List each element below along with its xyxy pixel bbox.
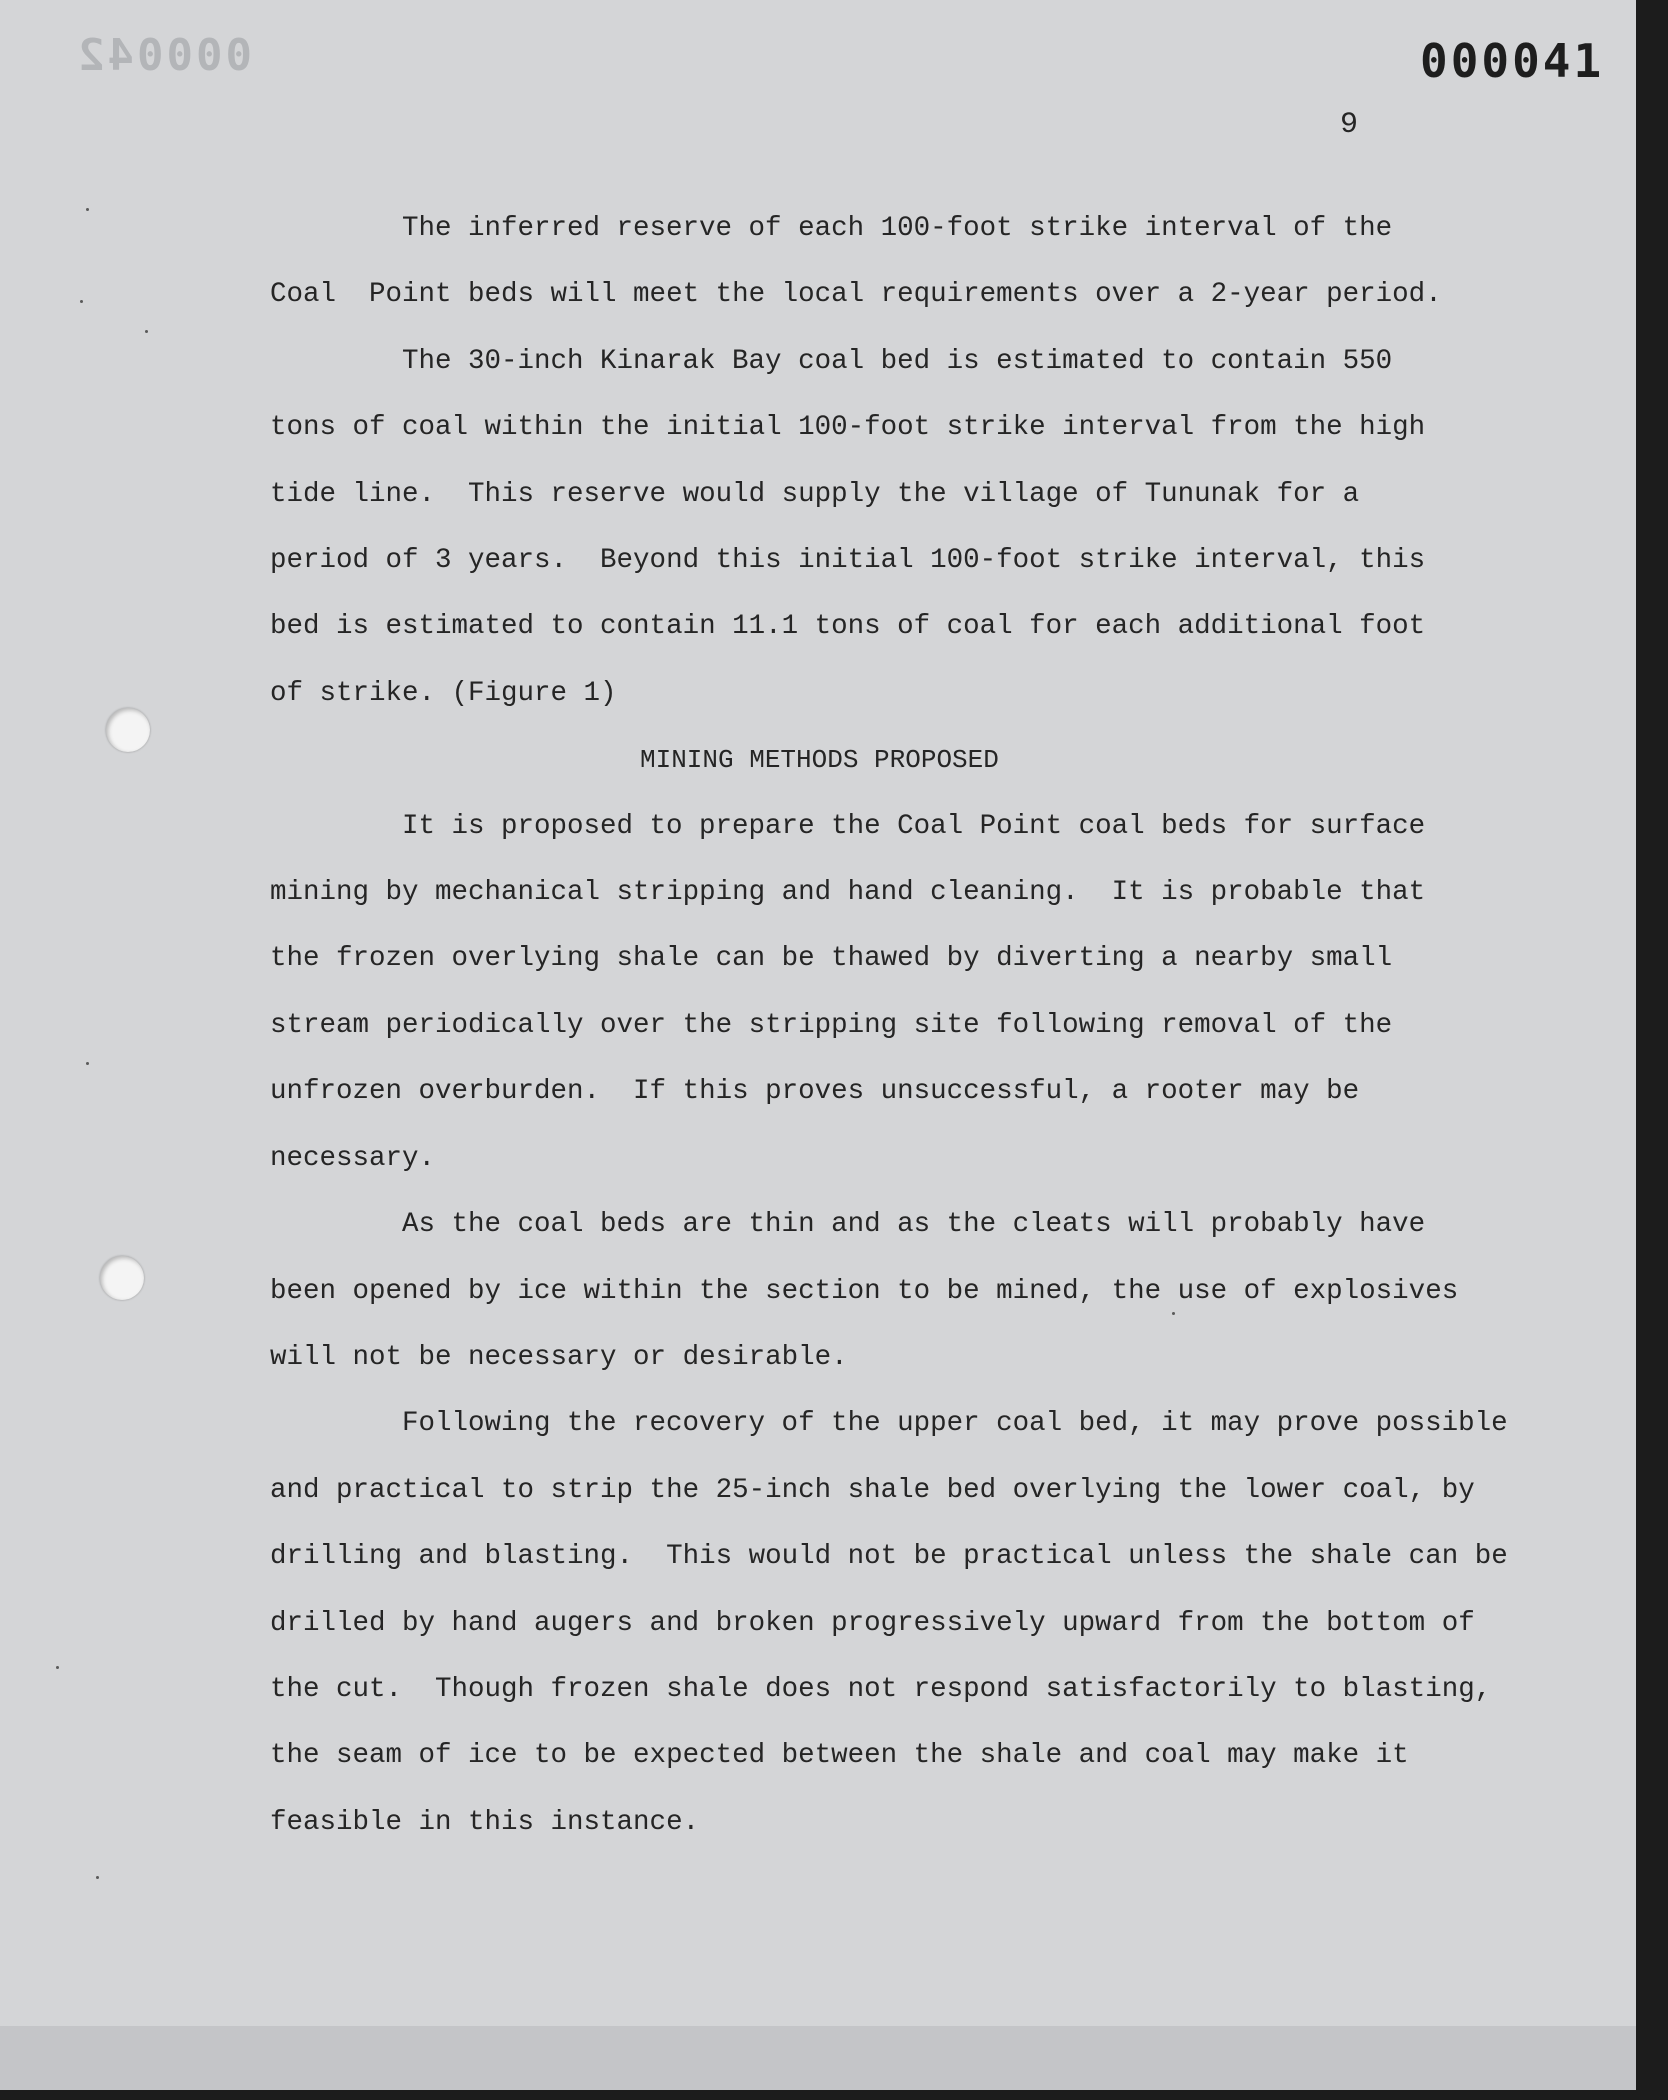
text-line: and practical to strip the 25-inch shale bed overlying the lower coal, by xyxy=(270,1474,1475,1506)
text-line: the cut. Though frozen shale does not respond satisfactorily to blasting, xyxy=(270,1673,1492,1705)
text-line: stream periodically over the stripping site following removal of the xyxy=(270,1009,1393,1041)
paper-speck xyxy=(145,330,148,333)
section-heading: MINING METHODS PROPOSED xyxy=(640,745,999,776)
text-line: Coal Point beds will meet the local requirements over a 2-year period. xyxy=(270,279,1442,311)
text-line: of strike. (Figure 1) xyxy=(270,677,617,709)
paper-speck xyxy=(56,1666,59,1669)
text-line: It is proposed to prepare the Coal Point coal beds for surface xyxy=(402,810,1426,842)
paper-speck xyxy=(86,208,89,211)
text-line: unfrozen overburden. If this proves unsuccessful, a rooter may be xyxy=(270,1076,1360,1108)
text-line: tide line. This reserve would supply the village of Tununak for a xyxy=(270,478,1360,510)
text-line: period of 3 years. Beyond this initial 100-foot strike interval, this xyxy=(270,545,1426,577)
text-line: drilled by hand augers and broken progressively upward from the bottom of xyxy=(270,1607,1475,1639)
page-number: 9 xyxy=(1340,108,1359,142)
text-line: The 30-inch Kinarak Bay coal bed is estimated to contain 550 xyxy=(402,345,1393,377)
text-line: drilling and blasting. This would not be practical unless the shale can be xyxy=(270,1541,1508,1573)
text-line: necessary. xyxy=(270,1142,436,1174)
document-body xyxy=(270,196,1530,1856)
punch-hole-top xyxy=(106,708,150,752)
text-line: Following the recovery of the upper coal bed, it may prove possible xyxy=(402,1408,1508,1440)
text-line: the frozen overlying shale can be thawed by diverting a nearby small xyxy=(270,943,1393,975)
text-line: been opened by ice within the section to be mined, the use of explosives xyxy=(270,1275,1459,1307)
paper-speck xyxy=(86,1062,89,1065)
paper-speck xyxy=(80,300,83,303)
paper-speck xyxy=(96,1876,99,1879)
text-line: will not be necessary or desirable. xyxy=(270,1341,848,1373)
text-line: tons of coal within the initial 100-foot strike interval from the high xyxy=(270,412,1426,444)
text-line: bed is estimated to contain 11.1 tons of coal for each additional foot xyxy=(270,611,1426,643)
page-bottom-edge xyxy=(0,2026,1636,2090)
bleed-through-stamp: 000042 xyxy=(75,30,252,81)
text-line: mining by mechanical stripping and hand cleaning. It is probable that xyxy=(270,877,1426,909)
text-line: As the coal beds are thin and as the cleats will probably have xyxy=(402,1209,1426,1241)
punch-hole-bottom xyxy=(100,1256,144,1300)
text-line: feasible in this instance. xyxy=(270,1806,700,1838)
text-line: the seam of ice to be expected between the shale and coal may make it xyxy=(270,1740,1409,1772)
text-line: The inferred reserve of each 100-foot strike interval of the xyxy=(402,213,1393,244)
document-stamp-number: 000041 xyxy=(1420,34,1605,88)
